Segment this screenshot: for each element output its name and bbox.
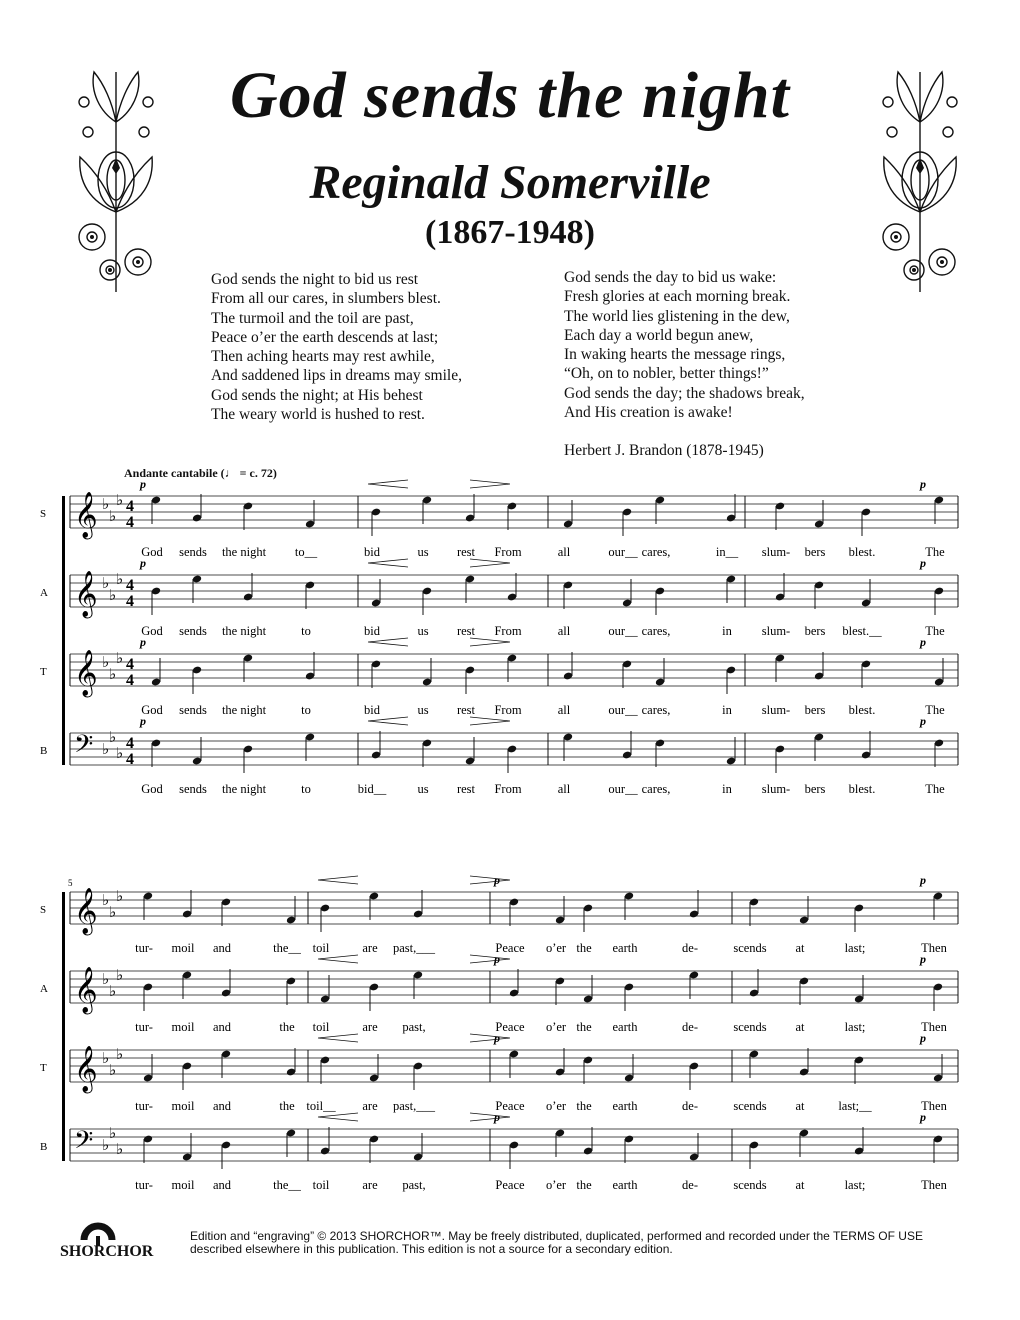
poem-line: The weary world is hushed to rest.	[211, 406, 425, 424]
voice-label: T	[40, 1062, 47, 1074]
copyright-line: Edition and “engraving” © 2013 SHORCHOR™. May be freely distributed, duplicated, performed and recorded under the TERMS OF USE	[190, 1229, 923, 1243]
lyric-syllable: bers	[804, 624, 826, 638]
lyric-syllable: o’er	[545, 1178, 567, 1192]
crescendo-hairpin	[318, 955, 358, 963]
voice-label: T	[40, 666, 47, 678]
lyric-syllable: the night	[221, 624, 267, 638]
lyric-syllable: the night	[221, 703, 267, 717]
poem-line: From all our cares, in slumbers blest.	[211, 290, 441, 308]
lyric-syllable: bid	[364, 545, 380, 559]
system-bracket	[62, 892, 65, 1161]
lyric-syllable: the	[279, 1099, 295, 1113]
flat-sign: ♭	[109, 730, 117, 746]
copyright-notice	[190, 1230, 950, 1256]
dynamic-marking: p	[920, 1110, 926, 1124]
lyric-syllable: past,___	[392, 941, 436, 955]
lyric-syllable: the__	[273, 941, 301, 955]
crescendo-hairpin	[318, 1034, 358, 1042]
crescendo-hairpin	[368, 480, 408, 488]
lyric-syllable: toil__	[306, 1099, 336, 1113]
flat-sign: ♭	[109, 588, 117, 604]
lyric-syllable: the__	[273, 1178, 301, 1192]
lyric-syllable: toil	[312, 941, 330, 955]
lyric-syllable: last;	[844, 1178, 866, 1192]
lyric-syllable: to	[301, 782, 311, 796]
measure-number: 5	[68, 878, 73, 888]
flat-sign: ♭	[116, 572, 124, 588]
lyric-syllable: our__	[608, 545, 638, 559]
lyric-syllable: Peace	[495, 941, 525, 955]
time-signature: 4	[126, 514, 134, 531]
composer-dates: (1867-1948)	[425, 214, 595, 251]
lyric-syllable: rest	[456, 703, 476, 717]
flat-sign: ♭	[116, 651, 124, 667]
poem-author: Herbert J. Brandon (1878-1945)	[564, 442, 764, 459]
time-signature: 4	[126, 735, 134, 752]
flat-sign: ♭	[109, 905, 117, 921]
flat-sign: ♭	[102, 893, 110, 909]
voice-label: B	[40, 1141, 48, 1153]
composer-name: Reginald Somerville	[309, 156, 711, 209]
lyric-syllable: last;	[844, 1020, 866, 1034]
lyric-syllable: rest	[456, 624, 476, 638]
dynamic-marking: p	[140, 477, 146, 491]
lyric-syllable: scends	[733, 1178, 767, 1192]
lyric-syllable: are	[362, 1178, 378, 1192]
lyric-syllable: our__	[608, 703, 638, 717]
lyric-syllable: sends	[179, 703, 207, 717]
poem-line: Then aching hearts may rest awhile,	[211, 348, 435, 366]
time-signature: 4	[126, 498, 134, 515]
lyric-syllable: tur-	[135, 1178, 153, 1192]
treble-clef: 𝄞	[74, 492, 98, 537]
lyric-syllable: earth	[612, 1020, 638, 1034]
flat-sign: ♭	[116, 889, 124, 905]
lyric-syllable: Then	[921, 941, 947, 955]
lyric-syllable: moil	[171, 941, 195, 955]
lyric-syllable: From	[494, 624, 522, 638]
dynamic-marking: p	[494, 873, 500, 887]
lyric-syllable: From	[494, 703, 522, 717]
lyric-syllable: Peace	[495, 1178, 525, 1192]
lyric-syllable: From	[494, 545, 522, 559]
lyric-syllable: bid	[364, 624, 380, 638]
lyric-syllable: cares,	[641, 703, 671, 717]
dynamic-marking: p	[920, 1031, 926, 1045]
lyric-syllable: are	[362, 1099, 378, 1113]
lyric-syllable: Peace	[495, 1020, 525, 1034]
flat-sign: ♭	[102, 742, 110, 758]
dynamic-marking: p	[494, 1031, 500, 1045]
lyric-syllable: and	[212, 1178, 232, 1192]
flat-sign: ♭	[102, 655, 110, 671]
flat-sign: ♭	[102, 972, 110, 988]
lyric-syllable: moil	[171, 1020, 195, 1034]
poem-line: The turmoil and the toil are past,	[211, 309, 414, 327]
lyric-syllable: bid	[364, 703, 380, 717]
lyric-syllable: to	[301, 703, 311, 717]
lyric-syllable: to__	[294, 545, 318, 559]
poem-line: In waking hearts the message rings,	[564, 346, 786, 364]
flat-sign: ♭	[116, 968, 124, 984]
lyric-syllable: at	[795, 1178, 805, 1192]
lyric-syllable: past,___	[392, 1099, 436, 1113]
lyric-syllable: moil	[171, 1178, 195, 1192]
flat-sign: ♭	[102, 576, 110, 592]
lyric-syllable: at	[795, 1020, 805, 1034]
copyright-line: described elsewhere in this publication. This edition is not a source for a secondary edition.	[190, 1242, 673, 1256]
lyric-syllable: Then	[921, 1178, 947, 1192]
flat-sign: ♭	[109, 1126, 117, 1142]
system-bracket	[62, 496, 65, 765]
dynamic-marking: p	[920, 556, 926, 570]
lyric-syllable: slum-	[761, 624, 791, 638]
lyric-syllable: the	[576, 1178, 592, 1192]
time-signature: 4	[126, 656, 134, 673]
voice-label: A	[40, 587, 48, 599]
lyric-syllable: cares,	[641, 545, 671, 559]
lyric-syllable: Peace	[495, 1099, 525, 1113]
lyric-syllable: cares,	[641, 782, 671, 796]
voice-label: S	[40, 904, 47, 916]
lyric-syllable: in	[722, 782, 732, 796]
lyric-syllable: last;__	[838, 1099, 872, 1113]
lyric-syllable: the night	[221, 545, 267, 559]
decrescendo-hairpin	[470, 717, 510, 725]
poem-line: Fresh glories at each morning break.	[564, 288, 791, 306]
lyric-syllable: God	[141, 545, 163, 559]
lyric-syllable: scends	[733, 1099, 767, 1113]
decrescendo-hairpin	[470, 1113, 510, 1121]
lyric-syllable: all	[557, 624, 571, 638]
time-signature: 4	[126, 751, 134, 768]
lyric-syllable: are	[362, 941, 378, 955]
lyric-syllable: God	[141, 624, 163, 638]
lyric-syllable: our__	[608, 624, 638, 638]
poem-line: God sends the night to bid us rest	[211, 271, 419, 288]
lyric-syllable: sends	[179, 624, 207, 638]
voice-label: S	[40, 508, 47, 520]
voice-label: A	[40, 983, 48, 995]
lyric-syllable: us	[417, 782, 429, 796]
poem-line: God sends the day; the shadows break,	[564, 384, 805, 402]
dynamic-marking: p	[920, 477, 926, 491]
lyric-syllable: From	[494, 782, 522, 796]
poem-line: And saddened lips in dreams may smile,	[211, 367, 462, 385]
bass-clef: 𝄢	[74, 731, 94, 764]
lyric-syllable: de-	[682, 1020, 698, 1034]
decrescendo-hairpin	[470, 480, 510, 488]
dynamic-marking: p	[140, 714, 146, 728]
lyric-syllable: toil	[312, 1178, 330, 1192]
flat-sign: ♭	[116, 493, 124, 509]
decrescendo-hairpin	[470, 1034, 510, 1042]
flat-sign: ♭	[102, 1051, 110, 1067]
bass-clef: 𝄢	[74, 1127, 94, 1160]
treble-clef: 𝄞	[74, 650, 98, 695]
poem-line: And His creation is awake!	[564, 404, 733, 422]
lyric-syllable: at	[795, 941, 805, 955]
lyric-syllable: in	[722, 703, 732, 717]
lyric-syllable: our__	[608, 782, 638, 796]
lyric-syllable: de-	[682, 941, 698, 955]
lyric-syllable: in__	[715, 545, 739, 559]
lyric-syllable: the night	[221, 782, 267, 796]
lyric-syllable: moil	[171, 1099, 195, 1113]
poem-line: Peace o’er the earth descends at last;	[211, 328, 439, 346]
decrescendo-hairpin	[470, 955, 510, 963]
time-signature: 4	[126, 593, 134, 610]
lyric-syllable: o’er	[545, 1099, 567, 1113]
lyric-syllable: scends	[733, 1020, 767, 1034]
lyric-syllable: o’er	[545, 1020, 567, 1034]
lyric-syllable: slum-	[761, 782, 791, 796]
flat-sign: ♭	[116, 1142, 124, 1158]
lyric-syllable: rest	[456, 782, 476, 796]
score-system-2	[40, 873, 958, 1192]
lyric-syllable: The	[925, 703, 945, 717]
voice-label: B	[40, 745, 48, 757]
poem-line: God sends the day to bid us wake:	[564, 269, 777, 286]
flat-sign: ♭	[109, 984, 117, 1000]
lyric-syllable: us	[417, 703, 429, 717]
dynamic-marking: p	[494, 1110, 500, 1124]
lyric-syllable: and	[212, 1099, 232, 1113]
crescendo-hairpin	[368, 559, 408, 567]
lyric-syllable: blest.	[848, 703, 876, 717]
treble-clef: 𝄞	[74, 967, 98, 1012]
flat-sign: ♭	[109, 1063, 117, 1079]
lyric-syllable: blest.	[848, 782, 876, 796]
lyric-syllable: earth	[612, 941, 638, 955]
poem-line: God sends the night; at His behest	[211, 386, 423, 404]
lyric-syllable: earth	[612, 1178, 638, 1192]
dynamic-marking: p	[920, 635, 926, 649]
crescendo-hairpin	[368, 717, 408, 725]
lyric-syllable: Then	[921, 1020, 947, 1034]
lyric-syllable: all	[557, 782, 571, 796]
decrescendo-hairpin	[470, 876, 510, 884]
lyric-syllable: past,	[402, 1020, 426, 1034]
time-signature: 4	[126, 577, 134, 594]
flat-sign: ♭	[116, 1047, 124, 1063]
lyric-syllable: in	[722, 624, 732, 638]
lyric-syllable: earth	[612, 1099, 638, 1113]
lyric-syllable: The	[925, 782, 945, 796]
lyric-syllable: to	[301, 624, 311, 638]
flat-sign: ♭	[102, 497, 110, 513]
lyric-syllable: blest.	[848, 545, 876, 559]
lyric-syllable: at	[795, 1099, 805, 1113]
poem-line: Each day a world begun anew,	[564, 326, 754, 344]
lyric-syllable: bers	[804, 703, 826, 717]
lyric-syllable: de-	[682, 1178, 698, 1192]
lyric-syllable: God	[141, 703, 163, 717]
lyric-syllable: us	[417, 545, 429, 559]
lyric-syllable: the	[576, 1099, 592, 1113]
dynamic-marking: p	[140, 635, 146, 649]
lyric-syllable: past,	[402, 1178, 426, 1192]
lyric-syllable: the	[576, 941, 592, 955]
lyric-syllable: de-	[682, 1099, 698, 1113]
lyric-syllable: tur-	[135, 1020, 153, 1034]
lyric-syllable: toil	[312, 1020, 330, 1034]
dynamic-marking: p	[140, 556, 146, 570]
flat-sign: ♭	[102, 1138, 110, 1154]
lyric-syllable: The	[925, 545, 945, 559]
crescendo-hairpin	[318, 876, 358, 884]
lyric-syllable: tur-	[135, 941, 153, 955]
flat-sign: ♭	[109, 667, 117, 683]
dynamic-marking: p	[494, 952, 500, 966]
treble-clef: 𝄞	[74, 888, 98, 933]
lyric-syllable: us	[417, 624, 429, 638]
crescendo-hairpin	[368, 638, 408, 646]
lyric-syllable: o’er	[545, 941, 567, 955]
dynamic-marking: p	[920, 873, 926, 887]
lyric-syllable: blest.__	[842, 624, 882, 638]
lyric-syllable: are	[362, 1020, 378, 1034]
lyric-syllable: the	[576, 1020, 592, 1034]
score-system-1	[40, 477, 958, 796]
lyric-syllable: slum-	[761, 703, 791, 717]
time-signature: 4	[126, 672, 134, 689]
lyric-syllable: cares,	[641, 624, 671, 638]
lyric-syllable: sends	[179, 782, 207, 796]
flat-sign: ♭	[109, 509, 117, 525]
lyric-syllable: tur-	[135, 1099, 153, 1113]
lyric-syllable: scends	[733, 941, 767, 955]
treble-clef: 𝄞	[74, 1046, 98, 1091]
lyric-syllable: the	[279, 1020, 295, 1034]
lyric-syllable: sends	[179, 545, 207, 559]
lyric-syllable: all	[557, 545, 571, 559]
lyric-syllable: Then	[921, 1099, 947, 1113]
lyric-syllable: and	[212, 941, 232, 955]
dynamic-marking: p	[920, 714, 926, 728]
lyric-syllable: bers	[804, 782, 826, 796]
lyric-syllable: bid__	[357, 782, 387, 796]
lyric-syllable: bers	[804, 545, 826, 559]
lyric-syllable: last;	[844, 941, 866, 955]
shorchor-logo-text: SHORCHOR	[60, 1243, 154, 1260]
lyric-syllable: all	[557, 703, 571, 717]
decrescendo-hairpin	[470, 559, 510, 567]
piece-title: God sends the night	[230, 59, 790, 132]
tempo-marking: Andante cantabile (♩ = c. 72)	[124, 466, 277, 480]
flat-sign: ♭	[116, 746, 124, 762]
poem-line: “Oh, on to nobler, better things!”	[564, 365, 769, 383]
lyric-syllable: The	[925, 624, 945, 638]
lyric-syllable: God	[141, 782, 163, 796]
decrescendo-hairpin	[470, 638, 510, 646]
poem-line: The world lies glistening in the dew,	[564, 307, 790, 325]
treble-clef: 𝄞	[74, 571, 98, 616]
lyric-syllable: slum-	[761, 545, 791, 559]
crescendo-hairpin	[318, 1113, 358, 1121]
lyric-syllable: rest	[456, 545, 476, 559]
lyric-syllable: and	[212, 1020, 232, 1034]
dynamic-marking: p	[920, 952, 926, 966]
